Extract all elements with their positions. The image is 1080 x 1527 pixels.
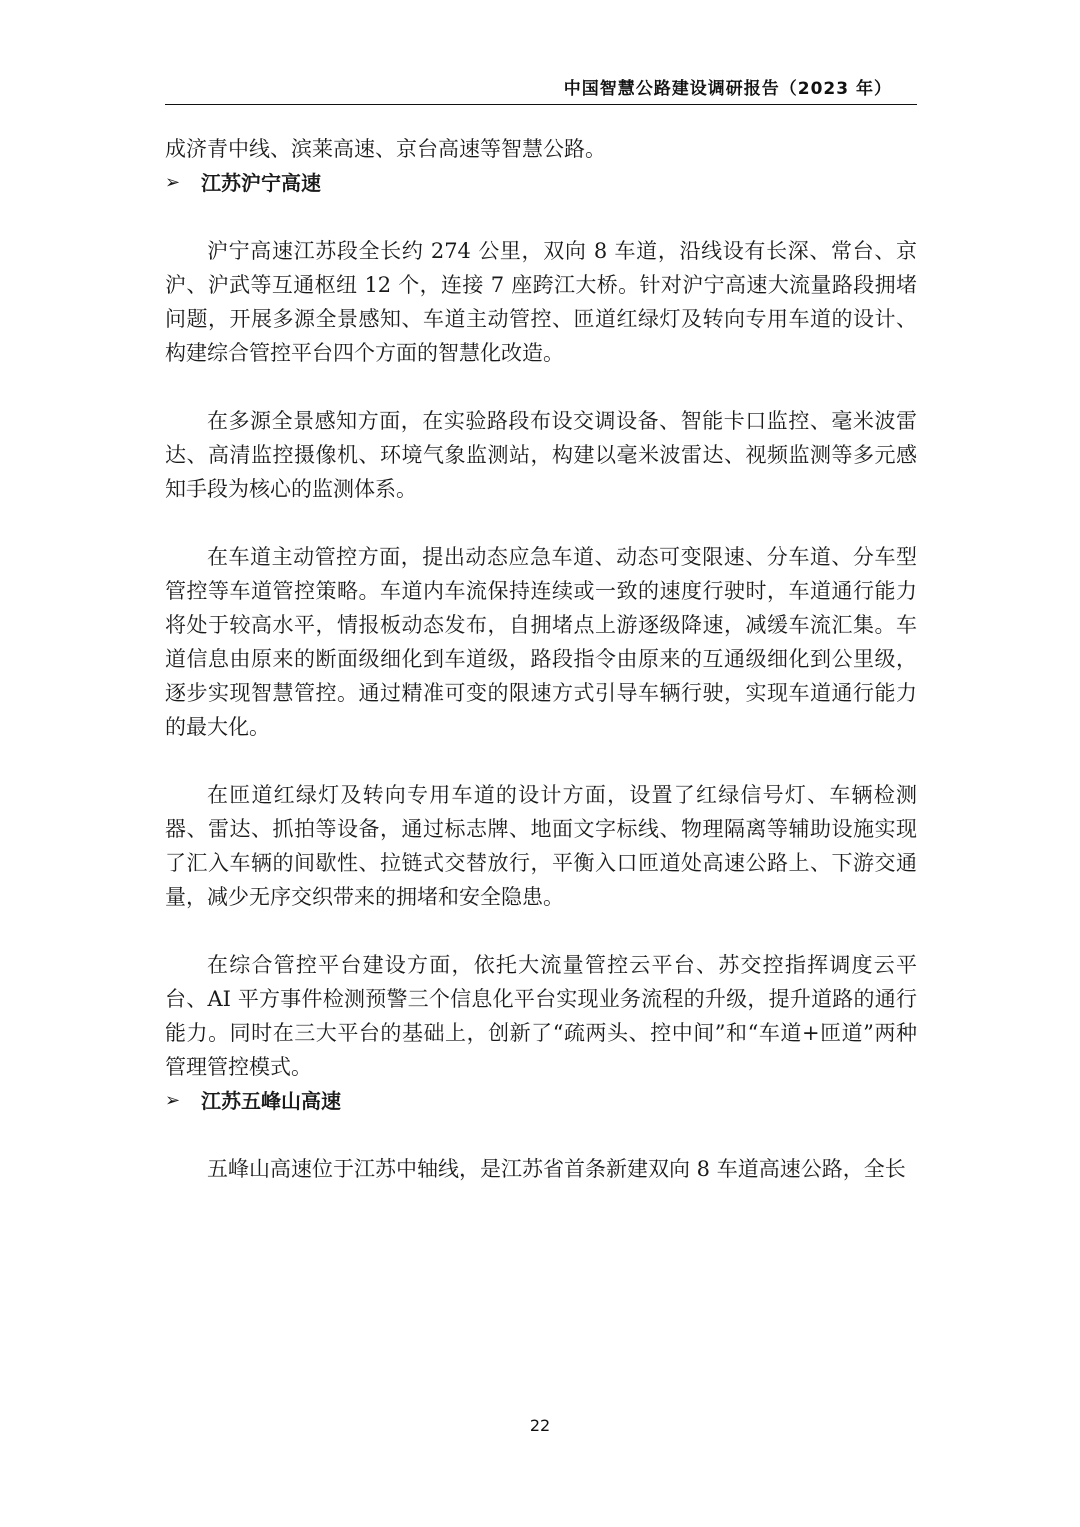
page-number: 22 — [529, 1416, 551, 1435]
paragraph-perception: 在多源全景感知方面，在实验路段布设交调设备、智能卡口监控、毫米波雷达、高清监控摄像机、环境气象监测站，构建以毫米波雷达、视频监测等多元感知手段为核心的监测体系。 — [165, 409, 917, 501]
paragraph-continued: 成济青中线、滨莱高速、京台高速等智慧公路。 — [165, 137, 606, 161]
section-heading-text: 江苏五峰山高速 — [201, 1089, 341, 1113]
section-heading-text: 江苏沪宁高速 — [201, 171, 321, 195]
section-heading-wufengshan — [165, 1084, 917, 1118]
paragraph-lane-control: 在车道主动管控方面，提出动态应急车道、动态可变限速、分车道、分车型管控等车道管控策略。车道内车流保持连续或一致的速度行驶时，车道通行能力将处于较高水平，情报板动态发布，自拥堵点上游逐级降速，减缓车流汇集。车道信息由原来的断面级细化到车道级，路段指令由原来的互通级细化到公里级，逐步实现智慧管控。通过精准可变的限速方式引导车辆行驶，实现车道通行能力的最大化。 — [165, 545, 917, 739]
arrow-bullet-icon: ➢ — [165, 1090, 181, 1111]
page-body — [165, 132, 917, 1186]
running-header: 中国智慧公路建设调研报告（2023 年） — [563, 79, 892, 99]
paragraph-overview: 沪宁高速江苏段全长约 274 公里，双向 8 车道，沿线设有长深、常台、京沪、沪武等互通枢纽 12 个，连接 7 座跨江大桥。针对沪宁高速大流量路段拥堵问题，开展多源全景感知、车道主动管控、匝道红绿灯及转向专用车道的设计、构建综合管控平台四个方面的智慧化改造。 — [165, 239, 917, 365]
arrow-bullet-icon: ➢ — [165, 172, 181, 193]
paragraph-wufengshan: 五峰山高速位于江苏中轴线，是江苏省首条新建双向 8 车道高速公路，全长 — [207, 1157, 906, 1181]
header-rule — [165, 104, 917, 105]
paragraph-platform: 在综合管控平台建设方面，依托大流量管控云平台、苏交控指挥调度云平台、AI 平方事件检测预警三个信息化平台实现业务流程的升级，提升道路的通行能力。同时在三大平台的基础上，创新了“疏两头、控中间”和“车道+匝道”两种管理管控模式。 — [165, 953, 917, 1079]
section-heading-hu-ning — [165, 166, 917, 200]
paragraph-ramp-signal: 在匝道红绿灯及转向专用车道的设计方面，设置了红绿信号灯、车辆检测器、雷达、抓拍等设备，通过标志牌、地面文字标线、物理隔离等辅助设施实现了汇入车辆的间歇性、拉链式交替放行，平衡入口匝道处高速公路上、下游交通量，减少无序交织带来的拥堵和安全隐患。 — [165, 783, 917, 909]
